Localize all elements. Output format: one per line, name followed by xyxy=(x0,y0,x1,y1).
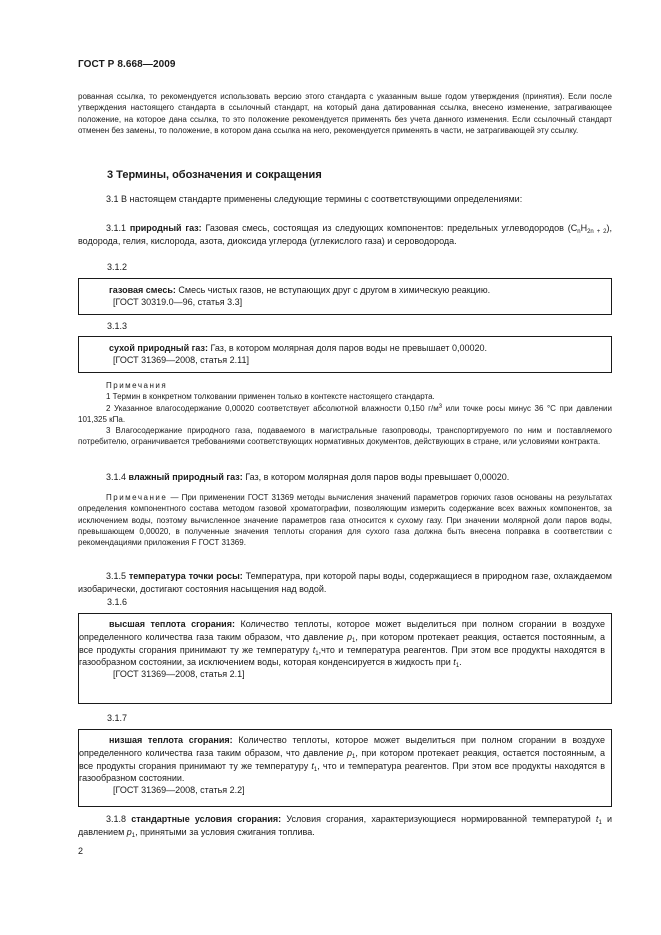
term-3-1-2-box xyxy=(78,278,612,315)
term-3-1-6-box xyxy=(78,613,612,704)
term-3-1-3-definition: сухой природный газ: Газ, в котором молярная доля паров воды не превышает 0,00020. xyxy=(109,343,487,353)
term-3-1-2-definition: газовая смесь: Смесь чистых газов, не вступающих друг с другом в химическую реакцию. xyxy=(109,285,491,295)
term-3-1-3-box xyxy=(78,336,612,373)
notes-title: Примечания xyxy=(106,381,168,390)
term-3-1-6-number: 3.1.6 xyxy=(107,597,128,607)
para-3-1: 3.1 В настоящем стандарте применены следующие термины с соответствующими определениями: xyxy=(106,194,523,204)
section-title: 3 Термины, обозначения и сокращения xyxy=(107,169,322,181)
term-3-1-7-box xyxy=(78,729,612,807)
term-3-1-3-source: [ГОСТ 31369—2008, статья 2.11] xyxy=(113,354,249,365)
document-header: ГОСТ Р 8.668—2009 xyxy=(78,59,176,70)
term-3-1-3-number: 3.1.3 xyxy=(107,321,128,331)
term-3-1-4: 3.1.4 влажный природный газ: Газ, в котором молярная доля паров воды превышает 0,00020. xyxy=(106,472,510,482)
note-1: 1 Термин в конкретном толковании применен только в контексте настоящего стандарта. xyxy=(106,392,435,402)
page-number: 2 xyxy=(78,846,84,856)
note-paragraph: Примечание — При применении ГОСТ 31369 методы вычисления значений параметров горючих газов основаны на результатах определения компонентного состава методом газовой хроматографии, позволяющим измерить содержание всех важных компонентов, за исключением воды, поэтому вычисленное значение параметров газа относится к сухому газу. При значении молярной доли паров воды, превышающем 0,00020, в полученные значения теплоты сгорания для сухого газа должна быть внесена поправка в соответствии с рекомендациями приложения F ГОСТ 31369. xyxy=(78,493,612,548)
term-3-1-1: 3.1.1 природный газ: Газовая смесь, состоящая из следующих компонентов: предельных углеводородов $(C_nH_{2n + 2})$, водорода, гелия, кислорода, азота, диоксида углерода (углекислого газа) и сероводорода. xyxy=(78,223,612,246)
term-3-1-6-source: [ГОСТ 31369—2008, статья 2.1] xyxy=(113,669,245,680)
term-3-1-6-definition: высшая теплота сгорания: Количество теплоты, которое может выделиться при полном сгорании в воздухе определенного количества газа таким образом, что давление $p_1$, при котором протекает реакция, остается постоянным, а все продукты сгорания принимают ту же температуру $t_1,что$ и температура реагентов. При этом все продукты находятся в газообразном состоянии, за исключением воды, которая конденсируется в жидкость при $t_1$. xyxy=(79,619,606,670)
term-3-1-7-source: [ГОСТ 31369—2008, статья 2.2] xyxy=(113,785,245,796)
note-2: 2 Указанное влагосодержание 0,00020 соответствует абсолютной влажности 0,150 $г/м^3$ или точке росы минус 36 °С при давлении 101,325 кПа. xyxy=(78,403,612,424)
notes-block xyxy=(78,380,612,448)
note-3: 3 Влагосодержание природного газа, подаваемого в магистральные газопроводы, транспортируемого по ним и поставляемого потребителю, ограничивается требованиями соответствующих нормативных документов, действующих в стране, или условиями контракта. xyxy=(78,426,612,447)
term-3-1-8: 3.1.8 стандартные условия сгорания: Условия сгорания, характеризующиеся нормированной температурой $t_1$ и давлением $p_1$, принятыми за условия сжигания топлива. xyxy=(78,814,612,839)
term-3-1-2-source: [ГОСТ 30319.0—96, статья 3.3] xyxy=(113,296,243,307)
term-3-1-5: 3.1.5 температура точки росы: Температура, при которой пары воды, содержащиеся в природном газе, охлаждаемом изобарически, достигают состояния насыщения над водой. xyxy=(78,571,612,594)
term-3-1-7-number: 3.1.7 xyxy=(107,713,128,723)
term-3-1-2-number: 3.1.2 xyxy=(107,262,128,272)
term-3-1-7-definition: низшая теплота сгорания: Количество теплоты, которое может выделиться при полном сгорании в воздухе определенного количества газа таким образом, что давление $p_1$, при котором протекает реакция, остается постоянным, а все продукты сгорания принимают ту же температуру $t_1$, что и температура реагентов. При этом все продукты находятся в газообразном состоянии. xyxy=(79,735,606,784)
intro-paragraph: рованная ссылка, то рекомендуется использовать версию этого стандарта с указанным выше годом утверждения (принятия). Если после утверждения настоящего стандарта в ссылочный стандарт, на который дана датированная ссылка, внесено изменение, затрагивающее положение, на которое дана ссылка, то это положение рекомендуется применять без учета данного изменения. Если ссылочный стандарт отменен без замены, то положение, в котором дана ссылка на него, рекомендуется применять в части, не затрагивающей эту ссылку. xyxy=(78,92,612,135)
